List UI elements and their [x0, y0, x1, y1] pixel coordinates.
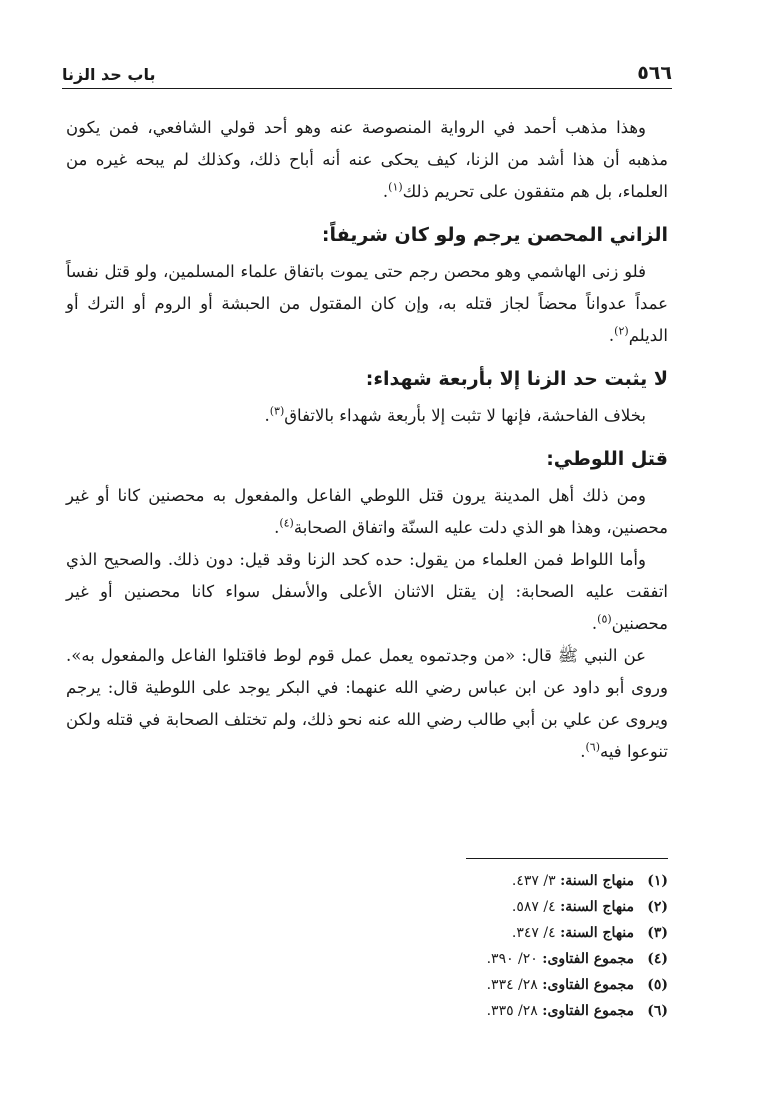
sentence-end: . [591, 614, 598, 633]
footnote-source: مجموع الفتاوى: [542, 951, 634, 967]
footnote-rule [466, 858, 668, 859]
page-number: ٥٦٦ [637, 62, 672, 84]
paragraph-text: عن النبي ﷺ قال: «من وجدتموه يعمل عمل قوم لوط فاقتلوا الفاعل والمفعول به». وروى أبو داود عن ابن عباس رضي الله عنهما: في البكر يوجد على اللوطية قال: يرجم ويروى عن علي بن أبي طالب رضي الله عنه نحو ذلك، ولم تختلف الصحابة في قتله ولكن تنوعوا فيه [66, 646, 668, 761]
main-text [66, 112, 668, 768]
footnote-ref[interactable]: (٢) [614, 324, 629, 338]
footnote-source: منهاج السنة: [560, 899, 634, 915]
body-paragraph [66, 112, 668, 208]
footnote-reference: ٤/ ٣٤٧. [511, 925, 556, 941]
sentence-end: . [608, 326, 615, 345]
heading-text: لا يثبت حد الزنا إلا بأربعة شهداء: [365, 368, 668, 390]
section-heading [66, 218, 668, 252]
body-paragraph [66, 640, 668, 768]
footnote-number: (١) [647, 873, 668, 889]
footnote-source: مجموع الفتاوى: [542, 977, 634, 993]
paragraph-text: ومن ذلك أهل المدينة يرون قتل اللوطي الفاعل والمفعول به محصنين كانا أو غير محصنين، وهذا هو الذي دلت عليه السنّة واتفاق الصحابة [66, 486, 668, 537]
footnote-reference: ٢٨/ ٣٣٥. [486, 1003, 538, 1019]
footnote-reference: ٢٠/ ٣٩٠. [486, 951, 538, 967]
footnote-item [420, 920, 668, 946]
heading-text: قتل اللوطي: [546, 448, 668, 470]
footnote-source: منهاج السنة: [560, 873, 634, 889]
footnote-item [420, 946, 668, 972]
footnote-number: (٥) [647, 977, 668, 993]
footnote-ref[interactable]: (١) [388, 180, 403, 194]
footnote-ref[interactable]: (٤) [279, 516, 294, 530]
sentence-end: . [274, 518, 280, 537]
sentence-end: . [264, 406, 270, 425]
heading-text: الزاني المحصن يرجم ولو كان شريفاً: [321, 224, 668, 246]
footnote-reference: ٣/ ٤٣٧. [511, 873, 556, 889]
footnote-number: (٣) [647, 925, 668, 941]
section-heading [66, 362, 668, 396]
body-paragraph [66, 400, 668, 432]
running-header [62, 52, 672, 84]
footnote-number: (٢) [647, 899, 668, 915]
footnote-item [420, 972, 668, 998]
footnote-source: مجموع الفتاوى: [542, 1003, 634, 1019]
footnote-number: (٤) [647, 951, 668, 967]
footnote-ref[interactable]: (٥) [597, 612, 612, 626]
footnote-item [420, 998, 668, 1024]
sentence-end: . [382, 182, 389, 201]
footnote-item [420, 894, 668, 920]
chapter-title: باب حد الزنا [62, 65, 156, 84]
paragraph-text: وأما اللواط فمن العلماء من يقول: حده كحد الزنا وقد قيل: دون ذلك. والصحيح الذي اتفقت عليه الصحابة: إن يقتل الاثنان الأعلى والأسفل سواء كانا محصنين أو غير محصنين [66, 550, 668, 633]
footnote-number: (٦) [647, 1003, 668, 1019]
footnote-source: منهاج السنة: [560, 925, 634, 941]
paragraph-text: بخلاف الفاحشة، فإنها لا تثبت إلا بأربعة شهداء بالاتفاق [284, 406, 646, 425]
body-paragraph [66, 480, 668, 544]
footnote-reference: ٢٨/ ٣٣٤. [486, 977, 538, 993]
body-paragraph [66, 256, 668, 352]
footnote-reference: ٤/ ٥٨٧. [511, 899, 556, 915]
paragraph-text: فلو زنى الهاشمي وهو محصن رجم حتى يموت باتفاق علماء المسلمين، ولو قتل نفساً عمداً عدواناً محضاً لجاز قتله به، وإن كان المقتول من الحبشة أو الروم أو الترك أو الديلم [66, 262, 668, 345]
section-heading [66, 442, 668, 476]
body-paragraph [66, 544, 668, 640]
paragraph-text: وهذا مذهب أحمد في الرواية المنصوصة عنه وهو أحد قولي الشافعي، فمن يكون مذهبه أن هذا أشد من الزنا، كيف يحكى عنه أنه أباح ذلك، وكذلك لم يبحه غيره من العلماء، بل هم متفقون على تحريم ذلك [66, 118, 668, 201]
footnote-item [420, 868, 668, 894]
footnotes-list [420, 868, 668, 1024]
footnote-ref[interactable]: (٦) [585, 740, 600, 754]
sentence-end: . [580, 742, 586, 761]
footnote-ref[interactable]: (٣) [269, 404, 285, 418]
header-rule [62, 88, 672, 89]
